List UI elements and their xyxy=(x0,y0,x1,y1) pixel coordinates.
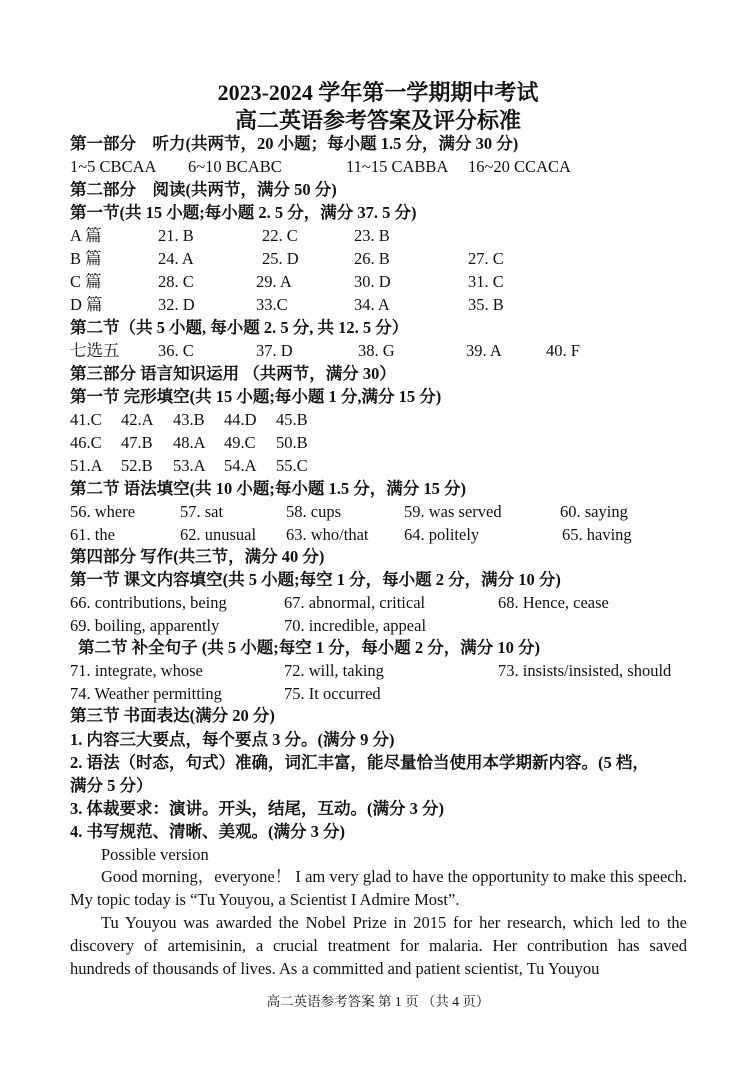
part3-heading: 第三部分 语言知识运用 （共两节，满分 30） xyxy=(70,364,396,383)
page-footer: 高二英语参考答案 第 1 页 （共 4 页） xyxy=(266,994,490,1009)
answer: 45.B xyxy=(276,410,308,429)
answer: 34. A xyxy=(354,295,390,314)
answer: 58. cups xyxy=(286,502,341,521)
part3-section1-heading: 第一节 完形填空(共 15 小题;每小题 1 分,满分 15 分) xyxy=(70,387,442,406)
answer: 64. politely xyxy=(404,525,480,544)
exam-subtitle: 高二英语参考答案及评分标准 xyxy=(234,108,521,133)
criterion-1: 1. 内容三大要点，每个要点 3 分。(满分 9 分) xyxy=(70,730,395,749)
possible-version-label: Possible version xyxy=(101,845,209,864)
answer: 25. D xyxy=(262,249,299,268)
answer: 42.A xyxy=(121,410,154,429)
part1-heading: 第一部分 听力(共两节，20 小题；每小题 1.5 分，满分 30 分) xyxy=(70,134,519,153)
answer: 66. contributions, being xyxy=(70,593,227,612)
passage-label: C 篇 xyxy=(70,272,102,291)
answer-group: 6~10 BCABC xyxy=(188,157,282,176)
criterion-3: 3. 体裁要求：演讲。开头，结尾，互动。(满分 3 分) xyxy=(70,799,444,818)
answer: 50.B xyxy=(276,433,308,452)
part4-heading: 第四部分 写作(共三节，满分 40 分) xyxy=(70,547,325,566)
part4-section3-heading: 第三节 书面表达(满分 20 分) xyxy=(70,706,275,725)
part4-section2-heading: 第二节 补全句子 (共 5 小题;每空 1 分，每小题 2 分，满分 10 分) xyxy=(78,638,540,657)
answer-group: 11~15 CABBA xyxy=(346,157,449,176)
answer: 21. B xyxy=(158,226,194,245)
essay-paragraph-2 xyxy=(70,911,687,980)
answer: 55.C xyxy=(276,456,308,475)
essay-paragraph-2-text: Tu Youyou was awarded the Nobel Prize in 2015 for her research, which led to the discovery of artemisinin, a crucial treatment for malaria. Her contribution has saved hundreds of thousands of lives. As a committed and patient scientist, Tu Youyou xyxy=(70,913,687,978)
answer: 59. was served xyxy=(404,502,502,521)
answer: 46.C xyxy=(70,433,102,452)
answer: 26. B xyxy=(354,249,390,268)
answer: 22. C xyxy=(262,226,298,245)
answer: 33.C xyxy=(256,295,288,314)
answer: 72. will, taking xyxy=(284,661,384,680)
answer: 37. D xyxy=(256,341,293,360)
answer: 32. D xyxy=(158,295,195,314)
answer: 29. A xyxy=(256,272,292,291)
answer: 23. B xyxy=(354,226,390,245)
essay-paragraph-1-text: Good morning，everyone！ I am very glad to have the opportunity to make this speech. My topic today is “Tu Youyou, a Scientist I Admire Most”. xyxy=(70,867,687,909)
exam-title: 2023-2024 学年第一学期期中考试 xyxy=(217,80,539,105)
answer-group: 1~5 CBCAA xyxy=(70,157,157,176)
answer: 67. abnormal, critical xyxy=(284,593,426,612)
answer: 41.C xyxy=(70,410,102,429)
answer: 52.B xyxy=(121,456,153,475)
answer: 35. B xyxy=(468,295,504,314)
criterion-2-continued: 满分 5 分） xyxy=(70,776,153,795)
passage-label: B 篇 xyxy=(70,249,102,268)
answer: 49.C xyxy=(224,433,256,452)
answer: 60. saying xyxy=(560,502,628,521)
answer: 39. A xyxy=(466,341,502,360)
answer: 48.A xyxy=(173,433,206,452)
answer: 63. who/that xyxy=(286,525,369,544)
criterion-4: 4. 书写规范、清晰、美观。(满分 3 分) xyxy=(70,822,345,841)
answer: 53.A xyxy=(173,456,206,475)
answer: 74. Weather permitting xyxy=(70,684,222,703)
part2-section1-heading: 第一节(共 15 小题;每小题 2. 5 分，满分 37. 5 分) xyxy=(70,203,417,222)
part3-section2-heading: 第二节 语法填空(共 10 小题;每小题 1.5 分，满分 15 分) xyxy=(70,479,466,498)
answer: 24. A xyxy=(158,249,194,268)
part4-section1-heading: 第一节 课文内容填空(共 5 小题;每空 1 分，每小题 2 分，满分 10 分) xyxy=(70,570,561,589)
passage-label: D 篇 xyxy=(70,295,103,314)
essay-paragraph-1 xyxy=(70,865,687,911)
answer: 62. unusual xyxy=(180,525,257,544)
answer: 30. D xyxy=(354,272,391,291)
answer: 61. the xyxy=(70,525,115,544)
answer: 44.D xyxy=(224,410,257,429)
answer: 43.B xyxy=(173,410,205,429)
answer: 57. sat xyxy=(180,502,224,521)
answer: 56. where xyxy=(70,502,136,521)
answer: 75. It occurred xyxy=(284,684,381,703)
answer-group: 16~20 CCACA xyxy=(468,157,571,176)
answer: 68. Hence, cease xyxy=(498,593,609,612)
answer: 40. F xyxy=(546,341,580,360)
seven-five-label: 七选五 xyxy=(70,341,120,360)
answer: 36. C xyxy=(158,341,194,360)
answer: 31. C xyxy=(468,272,504,291)
answer: 47.B xyxy=(121,433,153,452)
answer: 69. boiling, apparently xyxy=(70,616,220,635)
answer: 65. having xyxy=(562,525,632,544)
answer: 54.A xyxy=(224,456,257,475)
answer: 28. C xyxy=(158,272,194,291)
part2-heading: 第二部分 阅读(共两节，满分 50 分) xyxy=(70,180,337,199)
answer: 73. insists/insisted, should xyxy=(498,661,672,680)
answer: 70. incredible, appeal xyxy=(284,616,427,635)
answer: 27. C xyxy=(468,249,504,268)
answer: 71. integrate, whose xyxy=(70,661,203,680)
passage-label: A 篇 xyxy=(70,226,102,245)
criterion-2: 2. 语法（时态，句式）准确，词汇丰富，能尽量恰当使用本学期新内容。(5 档， xyxy=(70,753,649,772)
part2-section2-heading: 第二节（共 5 小题, 每小题 2. 5 分, 共 12. 5 分） xyxy=(70,318,409,337)
answer: 38. G xyxy=(358,341,395,360)
answer: 51.A xyxy=(70,456,103,475)
